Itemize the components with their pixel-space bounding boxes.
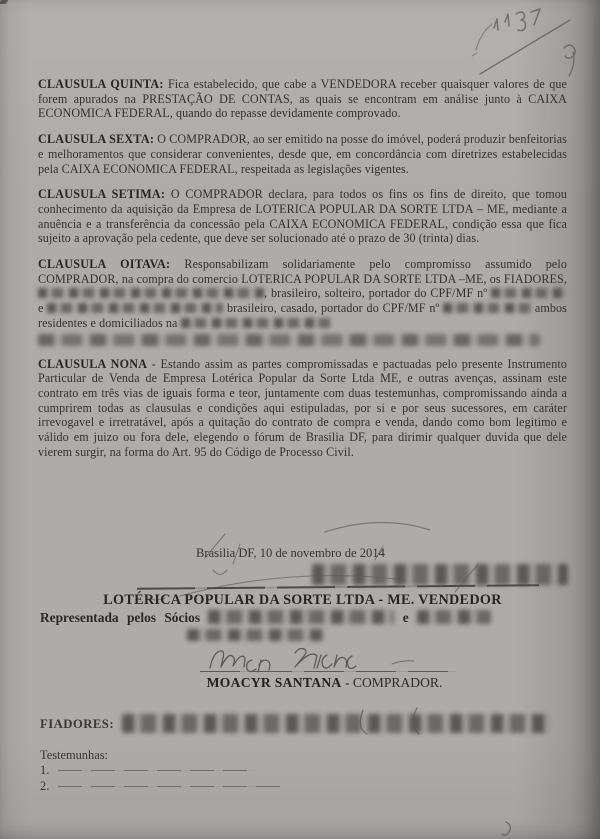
clause-quinta-heading: CLAUSULA QUINTA: xyxy=(38,77,164,91)
clause-oitava-residents: ambos residentes e domiciliados na xyxy=(38,301,567,330)
buyer-name-line xyxy=(60,675,589,691)
clause-oitava-intro: Responsabilizam solidariamente pelo compromisso assumido pelo COMPRADOR, na compra do comercio LOTERICA POPULAR DA SORTE LTDA –ME, os FIADORES, xyxy=(38,257,567,286)
contract-clauses xyxy=(38,77,567,470)
redacted-cpf-2 xyxy=(443,303,531,313)
redacted-fiador-1-name xyxy=(38,288,264,298)
clause-oitava-after-name2: brasileiro, casado, portador do CPF/MF nº xyxy=(223,301,444,316)
clause-oitava-after-name1: , brasileiro, solteiro, portador do CPF/MF nº xyxy=(264,286,491,301)
redacted-address-2 xyxy=(38,334,540,346)
witness-1-signature-line xyxy=(58,770,256,771)
witness-row-2 xyxy=(40,779,280,794)
redacted-partner-2-name-continued xyxy=(187,629,325,641)
clause-quinta xyxy=(38,77,567,121)
fiadores-label: FIADORES: xyxy=(40,717,114,731)
partners-conjunction: e xyxy=(402,610,409,625)
clause-setima xyxy=(38,187,567,246)
dateline: Brasilia DF, 10 de novembro de 2014 xyxy=(196,546,385,560)
clause-oitava xyxy=(38,257,567,346)
clause-setima-heading: CLAUSULA SETIMA: xyxy=(38,187,166,202)
redacted-fiador-2-name xyxy=(47,303,223,313)
clause-quinta-body: Fica estabelecido, que cabe a VENDEDORA receber quaisquer valores de que forem apurados na PRESTAÇÃO DE CONTAS, as quais se encontram em análise junto à CAIXA ECONOMICA FEDERAL, quando do repasse devidamente comprovado. xyxy=(38,77,567,121)
redacted-address-1 xyxy=(181,318,331,328)
buyer-signature-line xyxy=(200,671,456,672)
redacted-partner-1-name xyxy=(208,610,394,624)
redacted-fiadores-signatures xyxy=(122,714,550,733)
clause-nona-heading: CLAUSULA NONA xyxy=(38,356,148,371)
buyer-name: MOACYR SANTANA xyxy=(206,675,342,690)
clause-oitava-heading: CLAUSULA OITAVA: xyxy=(38,257,171,272)
stray-pen-mark xyxy=(498,820,518,838)
represented-by-label: Representada pelos Sócios xyxy=(40,610,201,625)
clause-setima-body: O COMPRADOR declara, para todos os fins os fins de direito, que tomou conhecimento da aquisição da Empresa de LOTERICA POPULAR DA SORTE LTDA – ME, mediante a anuência e a transferência da concessão pela CAIXA ECONOMICA FEDERAL, condição essa que fica sujeito a aprovação pela cedente, que deve ser solucionado até o prazo de 30 (trinta) dias. xyxy=(38,187,567,246)
witness-row-1 xyxy=(40,763,256,778)
buyer-role: - COMPRADOR. xyxy=(341,675,443,690)
clause-sexta xyxy=(38,132,567,176)
buyer-handwritten-signature xyxy=(200,644,456,674)
witness-2-number: 2. xyxy=(40,779,50,793)
clause-oitava-conj: e xyxy=(38,301,48,316)
fiadores-line xyxy=(40,714,550,733)
vendor-title-line: LOTÉRICA POPULAR DA SORTE LTDA - ME. VENDEDOR xyxy=(103,592,502,608)
scan-edge-artifact xyxy=(0,0,8,4)
redacted-cpf-1 xyxy=(491,288,567,298)
witness-1-number: 1. xyxy=(40,763,50,777)
redacted-partner-2-name xyxy=(417,610,491,624)
represented-by-line xyxy=(40,610,580,626)
clause-nona-body: - Estando assim as partes compromissadas e pactuadas pelo presente Instrumento Particular de Venda de Empresa Lotérica Popular da Sorte Ltda ME, e outras avenças, assinam este contrato em três vias de iguais forma e teor, juntamente com duas testemunhas, compromissando ainda a cumprirem todas as clausulas e condições aqui estipuladas, por si e por seus sucessores, em caráter irrevogavel e irretratável, após a quitação do contrato de compra e venda, dando como bom legitimo e válido em juizo ou fora dele, elegendo o fórum de Brasilia DF, para dirimir qualquer duvida que dele vierem surgir, na forma do Art. 95 do Código de Processo Civil. xyxy=(38,356,568,459)
clause-sexta-heading: CLAUSULA SEXTA: xyxy=(38,132,155,147)
clause-nona xyxy=(38,357,567,460)
witness-2-signature-line xyxy=(58,786,280,787)
witnesses-label: Testemunhas: xyxy=(40,748,108,762)
clause-sexta-body: O COMPRADOR, ao ser emitido na posse do imóvel, poderá produzir benfeitorias e melhoramentos que considerar convenientes, desde que, em concordância com diretrizes estabelecidas pela CAIXA ECONOMICA FEDERAL, respeitada as legislações vigentes. xyxy=(38,132,567,176)
